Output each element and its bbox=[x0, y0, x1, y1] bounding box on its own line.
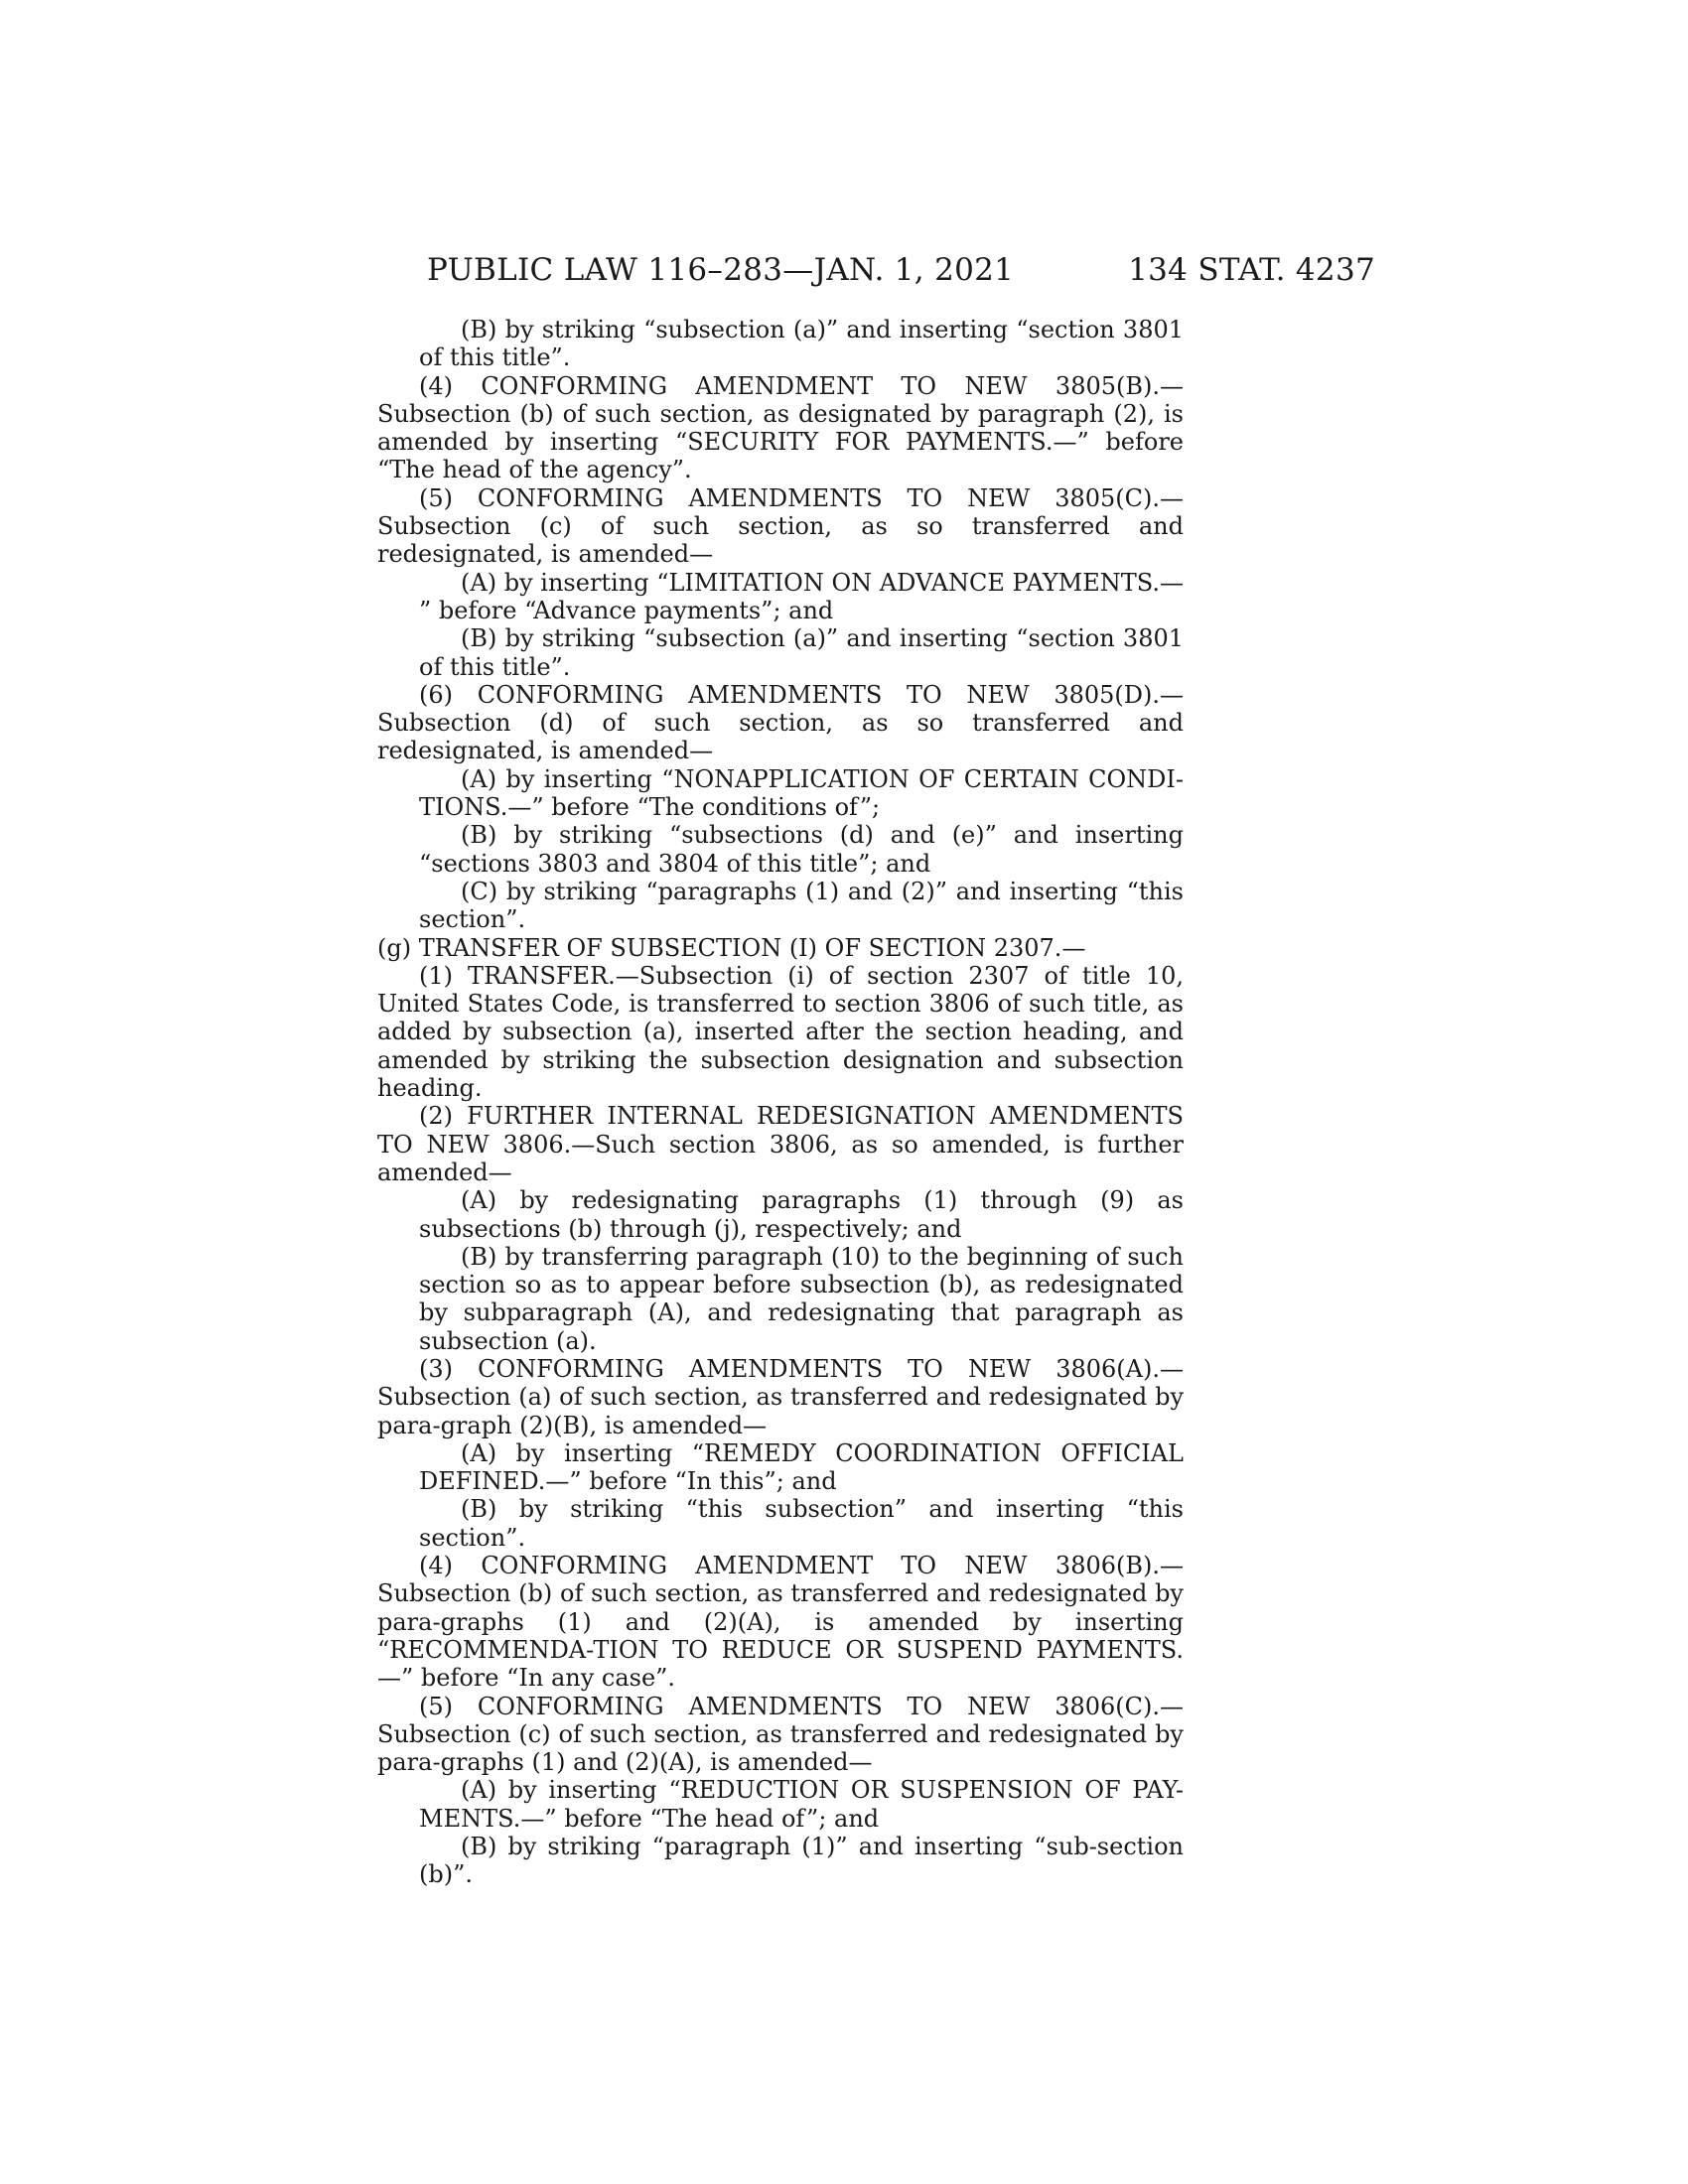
paragraph: (4) CONFORMING AMENDMENT TO NEW 3806(B).—Subsection (b) of such section, as transferred and redesignated by para-graphs (1) and (2)(A), is amended by inserting “RECOMMENDA-TION TO REDUCE OR SUSPEND PAYMENTS.—” before “In any case”. bbox=[377, 1552, 1184, 1693]
paragraph: (2) FURTHER INTERNAL REDESIGNATION AMENDMENTS TO NEW 3806.—Such section 3806, as so amended, is further amended— bbox=[377, 1102, 1184, 1186]
statute-page-number: 134 STAT. 4237 bbox=[1128, 252, 1375, 288]
paragraph: (A) by inserting “REMEDY COORDINATION OFFICIAL DEFINED.—” before “In this”; and bbox=[419, 1438, 1184, 1496]
public-law-title: PUBLIC LAW 116–283—JAN. 1, 2021 bbox=[427, 252, 1015, 288]
paragraph: (4) CONFORMING AMENDMENT TO NEW 3805(B).—Subsection (b) of such section, as designated by paragraph (2), is amended by inserting “SECURITY FOR PAYMENTS.—” before “The head of the agency”. bbox=[377, 371, 1184, 484]
paragraph: (A) by inserting “NONAPPLICATION OF CERTAIN CONDI-TIONS.—” before “The conditions of”; bbox=[419, 764, 1184, 822]
paragraph: (B) by striking “subsection (a)” and inserting “section 3801 of this title”. bbox=[419, 624, 1184, 681]
paragraph: (B) by striking “paragraph (1)” and inserting “sub-section (b)”. bbox=[419, 1833, 1184, 1889]
paragraph: (B) by striking “subsection (a)” and inserting “section 3801 of this title”. bbox=[419, 316, 1184, 372]
page-header bbox=[427, 246, 1375, 294]
paragraph: (A) by inserting “REDUCTION OR SUSPENSION OF PAY-MENTS.—” before “The head of”; and bbox=[419, 1776, 1184, 1833]
paragraph: (B) by striking “this subsection” and inserting “this section”. bbox=[419, 1495, 1184, 1552]
paragraph: (1) TRANSFER.—Subsection (i) of section 2307 of title 10, United States Code, is transferred to section 3806 of such title, as added by subsection (a), inserted after the section heading, and amended by striking the subsection designation and subsection heading. bbox=[377, 961, 1184, 1103]
paragraph: (A) by inserting “LIMITATION ON ADVANCE PAYMENTS.— ” before “Advance payments”; and bbox=[419, 568, 1184, 624]
subsection-heading: (g) TRANSFER OF SUBSECTION (I) OF SECTION 2307.— bbox=[377, 933, 1086, 962]
paragraph: (B) by striking “subsections (d) and (e)” and inserting “sections 3803 and 3804 of this title”; and bbox=[419, 821, 1184, 878]
document-body bbox=[377, 316, 1184, 1889]
paragraph: (3) CONFORMING AMENDMENTS TO NEW 3806(A).—Subsection (a) of such section, as transferred and redesignated by para-graph (2)(B), is amended— bbox=[377, 1354, 1184, 1439]
paragraph: (B) by transferring paragraph (10) to the beginning of such section so as to appear before subsection (b), as redesignated by subparagraph (A), and redesignating that paragraph as subsection (a). bbox=[419, 1242, 1184, 1355]
paragraph: (5) CONFORMING AMENDMENTS TO NEW 3805(C).—Subsection (c) of such section, as so transferred and redesignated, is amended— bbox=[377, 483, 1184, 569]
paragraph: (C) by striking “paragraphs (1) and (2)” and inserting “this section”. bbox=[419, 877, 1184, 934]
paragraph: (5) CONFORMING AMENDMENTS TO NEW 3806(C).—Subsection (c) of such section, as transferred and redesignated by para-graphs (1) and (2)(A), is amended— bbox=[377, 1692, 1184, 1777]
paragraph: (6) CONFORMING AMENDMENTS TO NEW 3805(D).—Subsection (d) of such section, as so transferred and redesignated, is amended— bbox=[377, 680, 1184, 765]
paragraph: (A) by redesignating paragraphs (1) through (9) as subsections (b) through (j), respectively; and bbox=[419, 1186, 1184, 1243]
